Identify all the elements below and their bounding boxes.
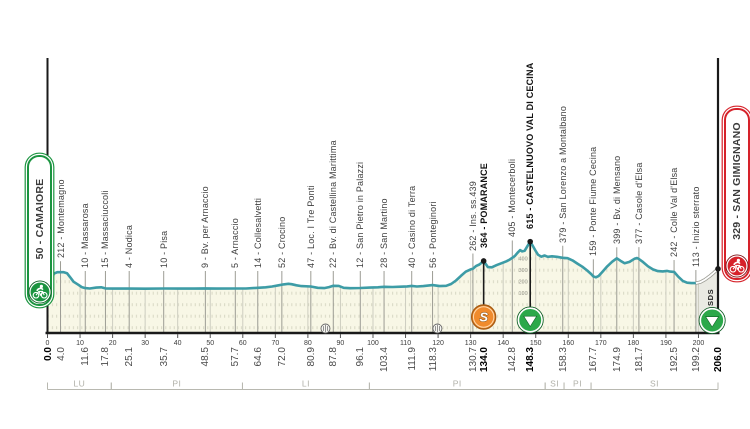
feed-zone-icon bbox=[517, 307, 543, 333]
axis-tick-label: 60 bbox=[238, 340, 247, 347]
waypoint-label: 377 - Casole d'Elsa bbox=[633, 162, 644, 245]
province-label: SI bbox=[650, 378, 660, 389]
km-label: 80.9 bbox=[305, 347, 317, 367]
axis-tick-label: 30 bbox=[141, 340, 150, 347]
province-label: SI bbox=[550, 378, 560, 389]
km-label: 17.8 bbox=[100, 347, 112, 367]
waypoint-label: 113 - Inizio sterrato bbox=[690, 186, 701, 267]
km-label: 103.4 bbox=[379, 347, 391, 373]
feed-zone-icon bbox=[699, 308, 725, 334]
tunnel-icon bbox=[433, 324, 442, 333]
axis-tick-label: 100 bbox=[367, 340, 379, 347]
waypoint-label: 212 - Montemagno bbox=[55, 179, 66, 259]
province-label: PI bbox=[573, 378, 583, 389]
axis-tick-label: 130 bbox=[464, 340, 477, 347]
axis-tick-label: 120 bbox=[432, 340, 444, 347]
km-label: 206.0 bbox=[713, 347, 724, 373]
axis-tick-label: 140 bbox=[497, 340, 510, 347]
waypoint-label: 40 - Casino di Terra bbox=[406, 185, 417, 268]
axis-tick-label: 0 bbox=[45, 340, 50, 347]
peak-scale-label: 300 bbox=[518, 268, 528, 274]
km-label: 174.9 bbox=[611, 347, 623, 373]
start-badge-label: 50 - CAMAIORE bbox=[33, 178, 46, 260]
province-label: LI bbox=[301, 378, 310, 389]
km-label: 181.7 bbox=[633, 347, 645, 373]
sprint-letter: S bbox=[479, 309, 488, 325]
km-label: 87.8 bbox=[328, 347, 340, 367]
axis-tick-label: 170 bbox=[594, 340, 607, 347]
waypoint-label: 262 - Ins. ss.439 bbox=[467, 180, 478, 251]
km-label: 64.6 bbox=[252, 347, 264, 367]
finish-badge-label: 329 - SAN GIMIGNANO bbox=[731, 121, 743, 240]
km-label: 148.3 bbox=[525, 347, 537, 373]
km-label: 57.7 bbox=[230, 347, 242, 367]
km-label: 142.8 bbox=[507, 347, 519, 373]
axis-tick-label: 110 bbox=[399, 340, 412, 347]
km-label: 48.5 bbox=[200, 347, 212, 367]
km-label: 130.7 bbox=[467, 347, 479, 373]
finish-cyclist-icon bbox=[725, 254, 749, 278]
axis-tick-label: 80 bbox=[303, 340, 312, 347]
waypoint-label: 14 - Collesalvetti bbox=[252, 197, 263, 268]
axis-tick-label: 200 bbox=[692, 340, 705, 347]
waypoint-label: 405 - Montecerboli bbox=[507, 159, 518, 238]
axis-tick-label: 90 bbox=[336, 340, 345, 347]
gravel-sector-label: SDS bbox=[706, 288, 715, 306]
waypoint-label: 22 - Bv. di Castellina Marittima bbox=[328, 140, 339, 268]
km-label: 4.0 bbox=[55, 347, 67, 361]
km-label: 167.7 bbox=[588, 347, 600, 373]
sprint-icon bbox=[472, 305, 496, 329]
axis-tick-label: 40 bbox=[173, 340, 182, 347]
waypoint-label: 5 - Arnaccio bbox=[230, 218, 241, 268]
start-badge bbox=[27, 155, 52, 306]
finish-badge bbox=[724, 108, 750, 280]
waypoint-label: 159 - Ponte Fiume Cecina bbox=[588, 146, 599, 257]
waypoint-label: 4 - Nodica bbox=[124, 224, 135, 268]
axis-tick-label: 150 bbox=[529, 340, 542, 347]
axis-tick-label: 160 bbox=[562, 340, 575, 347]
km-label: 158.3 bbox=[557, 347, 569, 373]
axis-tick-label: 70 bbox=[271, 340, 280, 347]
km-label: 11.6 bbox=[80, 347, 92, 366]
tunnel-icon bbox=[321, 324, 330, 333]
axis-tick-label: 50 bbox=[206, 340, 215, 347]
km-label: 72.0 bbox=[276, 347, 288, 367]
km-label: 134.0 bbox=[478, 347, 490, 373]
waypoint-label: 10 - Massarosa bbox=[80, 203, 91, 268]
km-label: 0.0 bbox=[42, 347, 54, 361]
waypoint-label: 364 - POMARANCE bbox=[478, 162, 489, 248]
axis-tick-label: 180 bbox=[627, 340, 640, 347]
waypoint-label: 28 - San Martino bbox=[379, 198, 390, 268]
peak-scale-label: 400 bbox=[518, 256, 528, 263]
km-label: 35.7 bbox=[158, 347, 170, 367]
axis-tick-label: 20 bbox=[108, 340, 117, 347]
km-label: 111.9 bbox=[406, 347, 418, 371]
waypoint-label: 15 - Massaciuccoli bbox=[100, 190, 111, 268]
province-label: PI bbox=[452, 378, 462, 389]
waypoint-label: 399 - Bv. di Mensano bbox=[611, 155, 622, 245]
km-label: 25.1 bbox=[124, 347, 136, 367]
axis-tick-label: 10 bbox=[76, 340, 84, 347]
axis-tick-label: 190 bbox=[660, 340, 672, 347]
km-label: 96.1 bbox=[355, 347, 367, 367]
waypoint-label: 9 - Bv. per Arnaccio bbox=[200, 186, 211, 268]
waypoint-label: 47 - Loc. I Tre Ponti bbox=[305, 185, 316, 268]
km-label: 199.2 bbox=[690, 347, 702, 373]
peak-scale-label: 100 bbox=[518, 291, 528, 297]
province-label: PI bbox=[172, 378, 182, 389]
km-label: 118.3 bbox=[427, 347, 439, 372]
province-label: LU bbox=[73, 378, 86, 389]
waypoint-label: 12 - San Pietro in Palazzi bbox=[355, 161, 366, 268]
peak-scale-label: 200 bbox=[518, 279, 528, 286]
km-label: 192.5 bbox=[669, 347, 681, 373]
waypoint-label: 615 - CASTELNUOVO VAL DI CECINA bbox=[525, 62, 536, 229]
waypoint-label: 52 - Crocino bbox=[276, 216, 287, 268]
waypoint-label: 242 - Colle Val d'Elsa bbox=[669, 167, 680, 258]
waypoint-label: 10 - Pisa bbox=[158, 230, 169, 268]
waypoint-label: 379 - San Lorenzo a Montalbano bbox=[557, 105, 568, 243]
waypoint-label: 56 - Ponteginori bbox=[427, 201, 438, 268]
start-cyclist-icon bbox=[28, 280, 52, 304]
